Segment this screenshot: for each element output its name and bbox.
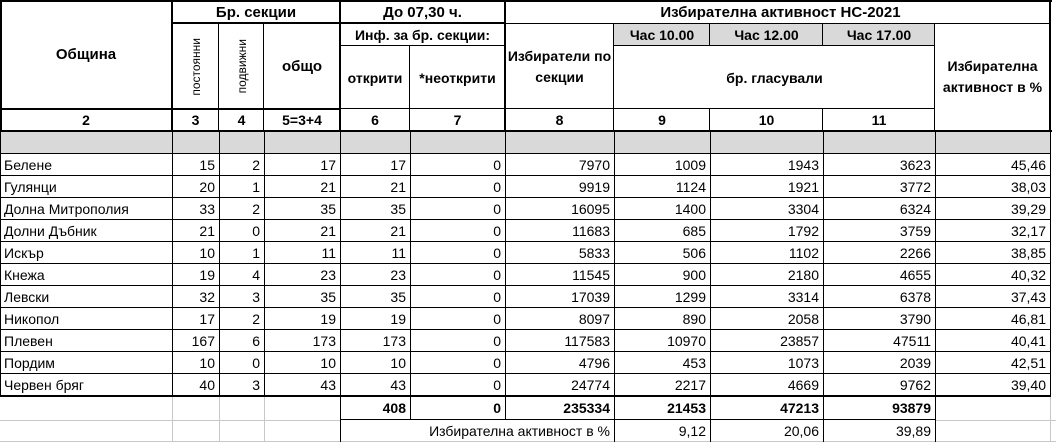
border-v: [0, 0, 2, 131]
border-h: [505, 23, 1050, 24]
border-v: [822, 23, 823, 46]
border-v: [823, 420, 824, 442]
row-1-postoyanni: 20: [199, 179, 215, 195]
border-h: [0, 153, 1051, 154]
row-3-h12: 1792: [787, 223, 819, 239]
activity-row-h17: 39,89: [895, 423, 931, 439]
row-8-otkriti: 173: [382, 333, 406, 349]
row-10-activity: 39,40: [1010, 377, 1046, 393]
row-6-neotkriti: 0: [493, 289, 501, 305]
header-otkriti: открити: [347, 69, 403, 86]
row-1-h17: 3772: [899, 179, 931, 195]
border-v: [263, 23, 264, 131]
row-0-neotkriti: 0: [493, 157, 501, 173]
header-activity-title: Избирателна активност НС-2021: [660, 3, 901, 21]
border-v: [614, 420, 615, 442]
row-9-neotkriti: 0: [493, 355, 501, 371]
border-v: [710, 420, 711, 442]
activity-row-label: Избирателна активност в %: [429, 423, 610, 439]
border-h: [340, 419, 935, 420]
row-7-izbirateli: 8097: [578, 311, 610, 327]
border-v: [613, 23, 614, 131]
row-7-h10: 890: [682, 311, 706, 327]
row-9-h17: 2039: [899, 355, 931, 371]
row-4-activity: 38,85: [1010, 245, 1046, 261]
total-h17: 93879: [892, 400, 931, 416]
row-5-name: Кнежа: [4, 267, 45, 283]
row-8-postoyanni: 167: [191, 333, 215, 349]
row-1-otkriti: 21: [390, 179, 406, 195]
total-neotkriti: 0: [493, 400, 501, 416]
row-10-podvizhni: 3: [252, 377, 260, 393]
header-br-glasuvali: бр. гласували: [726, 69, 823, 86]
colnum-2: 2: [82, 111, 90, 128]
colnum-8: 8: [555, 111, 564, 128]
total-otkriti: 408: [382, 400, 406, 416]
row-9-name: Пордим: [4, 355, 55, 371]
header-podvizhni-cell: [219, 24, 264, 109]
border-v: [340, 420, 341, 442]
row-5-postoyanni: 19: [199, 267, 215, 283]
row-7-podvizhni: 2: [252, 311, 260, 327]
row-0-otkriti: 17: [390, 157, 406, 173]
border-h: [0, 285, 1051, 286]
row-1-obshto: 21: [320, 179, 336, 195]
row-3-postoyanni: 21: [199, 223, 215, 239]
row-0-izbirateli: 7970: [578, 157, 610, 173]
border-v: [410, 396, 411, 420]
row-4-neotkriti: 0: [493, 245, 501, 261]
activity-row-h12: 20,06: [783, 423, 819, 439]
border-h: [0, 130, 1052, 132]
row-8-h17: 47511: [893, 333, 931, 349]
gridline-v: [264, 396, 265, 442]
row-9-podvizhni: 0: [252, 355, 260, 371]
activity-row-h10: 9,12: [678, 423, 706, 439]
header-obshtina: Община: [55, 46, 117, 63]
colnum-10: 10: [758, 111, 775, 128]
header-chas-1000: Час 10.00: [614, 24, 710, 46]
row-0-h10: 1009: [674, 157, 706, 173]
row-5-h17: 4655: [899, 267, 931, 283]
row-9-otkriti: 10: [390, 355, 406, 371]
row-10-postoyanni: 40: [199, 377, 215, 393]
header-postoyanni: постоянни: [188, 37, 203, 96]
colnum-9: 9: [658, 111, 666, 128]
row-6-postoyanni: 32: [199, 289, 215, 305]
border-v: [504, 0, 506, 131]
row-6-obshto: 35: [320, 289, 336, 305]
row-10-izbirateli: 24774: [571, 377, 610, 393]
row-1-name: Гулянци: [4, 179, 57, 195]
border-v: [823, 396, 824, 420]
row-4-h12: 1102: [788, 245, 819, 261]
row-4-name: Искър: [4, 245, 44, 261]
row-6-h12: 3314: [787, 289, 819, 305]
row-9-izbirateli: 4796: [578, 355, 610, 371]
row-2-obshto: 35: [320, 201, 336, 217]
row-0-h12: 1943: [787, 157, 819, 173]
row-7-name: Никопол: [4, 311, 60, 327]
border-v: [709, 23, 710, 46]
row-2-otkriti: 35: [390, 201, 406, 217]
row-3-name: Долни Дъбник: [4, 223, 97, 239]
header-chas-1200: Час 12.00: [710, 24, 823, 46]
border-v: [935, 396, 936, 420]
border-v: [171, 0, 173, 131]
row-4-izbirateli: 5833: [578, 245, 610, 261]
colnum-3: 3: [191, 111, 200, 128]
gridline-v: [172, 396, 173, 442]
border-h: [0, 219, 1051, 220]
row-5-h10: 900: [682, 267, 706, 283]
total-izbirateli: 235334: [563, 400, 610, 416]
row-3-h17: 3759: [899, 223, 931, 239]
row-1-h10: 1124: [675, 179, 706, 195]
row-8-neotkriti: 0: [493, 333, 501, 349]
row-4-podvizhni: 1: [252, 245, 260, 261]
row-4-h10: 506: [682, 245, 706, 261]
row-4-postoyanni: 10: [199, 245, 215, 261]
row-1-h12: 1921: [787, 179, 819, 195]
row-4-obshto: 11: [321, 245, 336, 261]
row-8-h12: 23857: [780, 333, 819, 349]
total-h12: 47213: [780, 400, 819, 416]
border-h: [0, 373, 1051, 374]
border-h: [0, 329, 1051, 330]
row-1-podvizhni: 1: [252, 179, 260, 195]
border-v: [822, 109, 823, 131]
colnum-4: 4: [237, 111, 246, 128]
row-10-h12: 4669: [787, 377, 819, 393]
colnum-5: 5=3+4: [282, 111, 322, 128]
row-8-activity: 40,41: [1010, 333, 1046, 349]
row-0-name: Белене: [4, 157, 52, 173]
border-h: [0, 263, 1051, 264]
row-8-name: Плевен: [4, 333, 53, 349]
header-do-0730: До 07,30 ч.: [383, 3, 462, 21]
row-6-otkriti: 35: [390, 289, 406, 305]
row-5-izbirateli: 11545: [572, 267, 610, 283]
gridline-h: [935, 420, 1056, 421]
row-10-otkriti: 43: [390, 377, 406, 393]
border-h: [0, 307, 1051, 308]
row-3-otkriti: 21: [390, 223, 406, 239]
border-v: [709, 109, 710, 131]
row-1-neotkriti: 0: [493, 179, 501, 195]
border-v: [614, 396, 615, 420]
row-0-podvizhni: 2: [252, 157, 260, 173]
row-9-h10: 453: [682, 355, 706, 371]
row-7-h12: 2058: [787, 311, 819, 327]
row-2-h17: 6324: [899, 201, 931, 217]
border-v: [339, 0, 341, 131]
row-7-otkriti: 19: [390, 311, 406, 327]
row-3-obshto: 21: [320, 223, 336, 239]
row-4-h17: 2266: [899, 245, 931, 261]
row-10-obshto: 43: [320, 377, 336, 393]
row-4-otkriti: 11: [391, 245, 406, 261]
header-inf-sekcii: Инф. за бр. секции:: [354, 27, 491, 43]
row-7-postoyanni: 17: [199, 311, 215, 327]
gridline-v: [219, 396, 220, 442]
row-1-activity: 38,03: [1010, 179, 1046, 195]
row-2-name: Долна Митрополия: [4, 201, 129, 217]
header-chas-1700: Час 17.00: [823, 24, 935, 46]
row-8-izbirateli: 117583: [564, 333, 610, 349]
row-6-izbirateli: 17039: [571, 289, 610, 305]
row-10-neotkriti: 0: [493, 377, 501, 393]
row-5-neotkriti: 0: [493, 267, 501, 283]
row-2-podvizhni: 2: [252, 201, 260, 217]
row-2-h12: 3304: [787, 201, 819, 217]
gridline-v: [1050, 396, 1051, 442]
row-3-activity: 32,17: [1010, 223, 1046, 239]
border-top: [0, 0, 1052, 2]
row-6-h17: 6378: [899, 289, 931, 305]
row-6-h10: 1299: [674, 289, 706, 305]
border-h: [0, 197, 1051, 198]
row-9-obshto: 10: [320, 355, 336, 371]
border-h: [0, 108, 340, 110]
colnum-7: 7: [453, 111, 462, 128]
border-h: [0, 351, 1051, 352]
border-v: [409, 45, 410, 131]
header-obshto: общо: [281, 58, 323, 75]
row-7-neotkriti: 0: [493, 311, 501, 327]
row-7-obshto: 19: [320, 311, 336, 327]
border-h: [614, 45, 935, 46]
colnum-6: 6: [371, 111, 379, 128]
row-2-neotkriti: 0: [493, 201, 501, 217]
border-v: [1049, 0, 1051, 131]
row-3-h10: 685: [682, 223, 706, 239]
header-neotkriti: *неоткрити: [419, 69, 496, 86]
border-h: [340, 108, 935, 109]
border-v: [710, 396, 711, 420]
row-5-podvizhni: 4: [252, 267, 260, 283]
row-9-postoyanni: 10: [199, 355, 215, 371]
row-0-obshto: 17: [320, 157, 336, 173]
header-podvizhni: подвижни: [234, 39, 249, 94]
row-2-h10: 1400: [674, 201, 706, 217]
row-6-podvizhni: 3: [252, 289, 260, 305]
row-5-obshto: 23: [320, 267, 336, 283]
row-6-name: Левски: [4, 289, 50, 305]
row-2-activity: 39,29: [1010, 201, 1046, 217]
row-10-h17: 9762: [899, 377, 931, 393]
row-1-izbirateli: 9919: [578, 179, 610, 195]
border-h: [0, 241, 1051, 242]
row-7-h17: 3790: [899, 311, 931, 327]
border-v: [934, 23, 935, 131]
total-h10: 21453: [667, 400, 706, 416]
colnum-11: 11: [871, 111, 887, 128]
header-activity-pct: Избирателна активност в %: [942, 57, 1043, 95]
row-3-neotkriti: 0: [493, 223, 501, 239]
header-br-sekcii: Бр. секции: [215, 3, 297, 21]
row-3-podvizhni: 0: [252, 223, 260, 239]
row-9-h12: 1073: [787, 355, 819, 371]
gridline-h: [0, 420, 340, 421]
row-10-name: Червен бряг: [4, 377, 84, 393]
border-v: [340, 396, 341, 420]
border-v: [935, 420, 936, 442]
border-v: [218, 23, 219, 131]
row-8-obshto: 173: [312, 333, 336, 349]
row-0-h17: 3623: [899, 157, 931, 173]
border-h: [0, 396, 1051, 397]
gray-spacer-row: [0, 131, 1050, 153]
border-v: [505, 396, 506, 420]
header-izbirateli: Избиратели по секции: [507, 47, 612, 85]
row-5-activity: 40,32: [1010, 267, 1046, 283]
row-7-activity: 46,81: [1010, 311, 1046, 327]
row-8-podvizhni: 6: [252, 333, 260, 349]
row-6-activity: 37,43: [1010, 289, 1046, 305]
border-h: [340, 45, 505, 46]
border-h: [0, 175, 1051, 176]
row-3-izbirateli: 11683: [572, 223, 610, 239]
row-0-activity: 45,46: [1010, 157, 1046, 173]
row-0-postoyanni: 15: [199, 157, 215, 173]
header-postoyanni-cell: [172, 24, 219, 109]
row-5-h12: 2180: [787, 267, 819, 283]
row-2-izbirateli: 16095: [571, 201, 610, 217]
row-10-h10: 2217: [674, 377, 706, 393]
row-8-h10: 10970: [667, 333, 706, 349]
row-9-activity: 42,51: [1010, 355, 1046, 371]
row-5-otkriti: 23: [390, 267, 406, 283]
row-2-postoyanni: 33: [199, 201, 215, 217]
